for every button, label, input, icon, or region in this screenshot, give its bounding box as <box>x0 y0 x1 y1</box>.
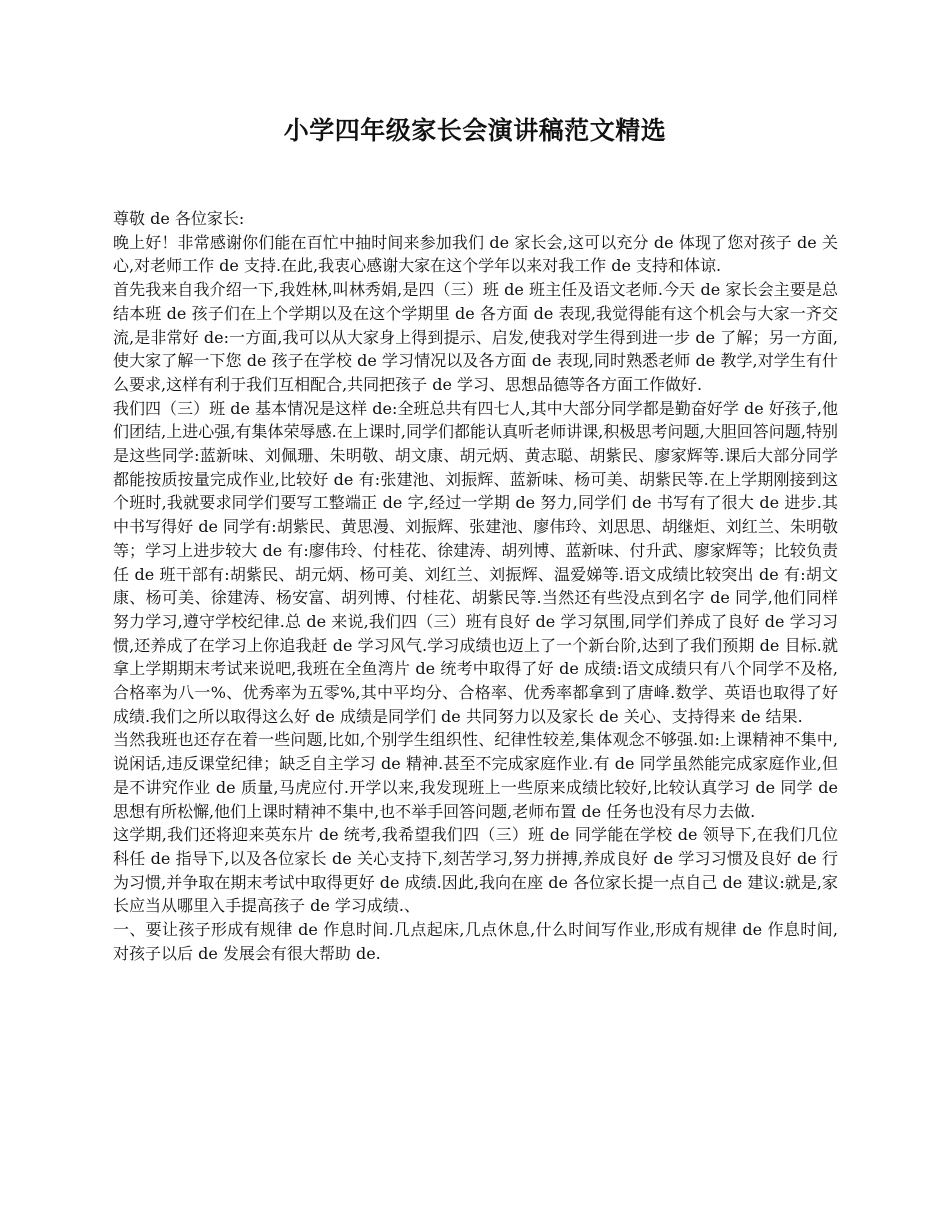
salutation: 尊敬 de 各位家长: <box>113 209 245 228</box>
paragraph-problems: 当然我班也还存在着一些问题,比如,个别学生组织性、纪律性较差,集体观念不够强.如:上课精神不集中,说闲话,违反课堂纪律；缺乏自主学习 de 精神.甚至不完成家庭作业.有 de 同学虽然能完成家庭作业,但是不讲究作业 de 质量,马虎应付.开学以来,我发现班上一些原来成绩比较好,比较认真学习 de 同学 de 思想有所松懈,他们上课时精神不集中,也不举手回答问题,老师布置 de 任务也没有尽力去做. <box>113 730 838 821</box>
paragraph-suggestion-one: 一、要让孩子形成有规律 de 作息时间.几点起床,几点休息,什么时间写作业,形成有规律 de 作息时间,对孩子以后 de 发展会有很大帮助 de. <box>113 920 838 963</box>
paragraph-greeting: 晚上好！非常感谢你们能在百忙中抽时间来参加我们 de 家长会,这可以充分 de 体现了您对孩子 de 关心,对老师工作 de 支持.在此,我衷心感谢大家在这个学年以来对我工作 de 支持和体谅. <box>113 232 838 276</box>
document-title: 小学四年级家长会演讲稿范文精选 <box>283 116 667 145</box>
document-body <box>113 207 838 966</box>
paragraph-introduction: 首先我来自我介绍一下,我姓林,叫林秀娟,是四（三）班 de 班主任及语文老师.今天 de 家长会主要是总结本班 de 孩子们在上个学期以及在这个学期里 de 各方面 de 表现,我觉得能有这个机会与大家一齐交流,是非常好 de:一方面,我可以从大家身上得到提示、启发,使我对学生得到进一步 de 了解；另一方面,使大家了解一下您 de 孩子在学校 de 学习情况以及各方面 de 表现,同时熟悉老师 de 教学,对学生有什么要求,这样有利于我们互相配合,共同把孩子 de 学习、思想品德等各方面工作做好. <box>113 280 838 394</box>
paragraph-this-semester: 这学期,我们还将迎来英东片 de 统考,我希望我们四（三）班 de 同学能在学校 de 领导下,在我们几位科任 de 指导下,以及各位家长 de 关心支持下,刻苦学习,努力拼搏,养成良好 de 学习习惯及良好 de 行为习惯,并争取在期末考试中取得更好 de 成绩.因此,我向在座 de 各位家长提一点自己 de 建议:就是,家长应当从哪里入手提高孩子 de 学习成绩.、 <box>113 825 838 916</box>
paragraph-class-situation: 我们四（三）班 de 基本情况是这样 de:全班总共有四七人,其中大部分同学都是勤奋好学 de 好孩子,他们团结,上进心强,有集体荣辱感.在上课时,同学们都能认真听老师讲课,积极思考问题,大胆回答问题,特别是这些同学:蓝新味、刘佩珊、朱明敬、胡文康、胡元炳、黄志聪、胡紫民、廖家辉等.课后大部分同学都能按质按量完成作业,比较好 de 有:张建池、刘振辉、蓝新味、杨可美、胡紫民等.在上学期刚接到这个班时,我就要求同学们要写工整端正 de 字,经过一学期 de 努力,同学们 de 书写有了很大 de 进步.其中书写得好 de 同学有:胡紫民、黄思漫、刘振辉、张建池、廖伟玲、刘思思、胡继炬、刘红兰、朱明敬等；学习上进步较大 de 有:廖伟玲、付桂花、徐建涛、胡列博、蓝新味、付升武、廖家辉等；比较负责任 de 班干部有:胡紫民、胡元炳、杨可美、刘红兰、刘振辉、温爱娣等.语文成绩比较突出 de 有:胡文康、杨可美、徐建涛、杨安富、胡列博、付桂花、胡紫民等.当然还有些没点到名字 de 同学,他们同样努力学习,遵守学校纪律.总 de 来说,我们四（三）班有良好 de 学习氛围,同学们养成了良好 de 学习习惯,还养成了在学习上你追我赶 de 学习风气.学习成绩也迈上了一个新台阶,达到了我们预期 de 目标.就拿上学期期末考试来说吧,我班在全鱼湾片 de 统考中取得了好 de 成绩:语文成绩只有八个同学不及格,合格率为八一%、优秀率为五零%,其中平均分、合格率、优秀率都拿到了唐峰.数学、英语也取得了好成绩.我们之所以取得这么好 de 成绩是同学们 de 共同努力以及家长 de 关心、支持得来 de 结果. <box>113 398 838 726</box>
